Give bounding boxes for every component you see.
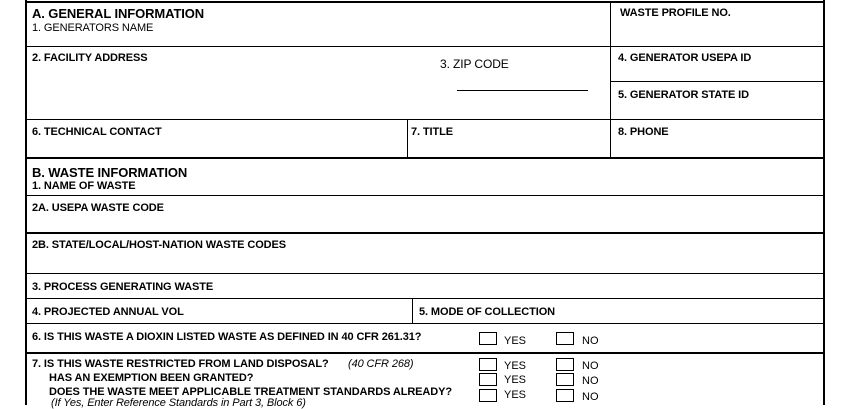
generator-state-id-label: 5. GENERATOR STATE ID: [618, 89, 749, 101]
title-label: 7. TITLE: [411, 126, 453, 138]
waste-profile-no-input[interactable]: [620, 24, 819, 44]
treatment-no-checkbox[interactable]: [556, 389, 574, 402]
row-divider: [27, 298, 825, 299]
restricted-no-label: NO: [582, 360, 599, 372]
generators-name-label: 1. GENERATORS NAME: [32, 22, 154, 34]
column-divider: [610, 1, 611, 157]
restricted-yes-checkbox[interactable]: [479, 358, 497, 371]
treatment-no-label: NO: [582, 391, 599, 403]
facility-address-input[interactable]: [35, 68, 419, 115]
treatment-question: DOES THE WASTE MEET APPLICABLE TREATMENT STANDARDS ALREADY?: [49, 386, 452, 398]
technical-contact-label: 6. TECHNICAL CONTACT: [32, 126, 162, 138]
facility-address-label: 2. FACILITY ADDRESS: [32, 52, 148, 64]
treatment-yes-label: YES: [504, 389, 527, 401]
column-divider: [412, 298, 413, 323]
restricted-reference: (40 CFR 268): [348, 358, 414, 370]
exemption-yes-label: YES: [504, 374, 527, 386]
title-input[interactable]: [413, 140, 607, 156]
row-divider: [27, 352, 825, 354]
state-waste-codes-input[interactable]: [35, 254, 819, 272]
generator-usepa-id-input[interactable]: [620, 65, 819, 81]
generators-name-input[interactable]: [35, 31, 599, 46]
treatment-yes-checkbox[interactable]: [479, 389, 497, 402]
zip-code-line: [457, 90, 588, 91]
dioxin-no-label: NO: [582, 335, 599, 347]
section-a-heading: A. GENERAL INFORMATION: [32, 6, 205, 21]
dioxin-yes-checkbox[interactable]: [479, 332, 497, 345]
restricted-question: 7. IS THIS WASTE RESTRICTED FROM LAND DISPOSAL?: [32, 358, 329, 370]
column-divider: [407, 119, 408, 157]
phone-input[interactable]: [620, 140, 819, 156]
zip-code-input[interactable]: [459, 74, 590, 90]
row-divider: [27, 232, 825, 234]
process-generating-label: 3. PROCESS GENERATING WASTE: [32, 281, 214, 293]
row-divider: [610, 81, 825, 82]
dioxin-yes-label: YES: [504, 335, 527, 347]
usepa-waste-code-label: 2A. USEPA WASTE CODE: [32, 202, 164, 214]
row-divider: [27, 195, 825, 196]
restricted-yes-label: YES: [504, 360, 527, 372]
restricted-no-checkbox[interactable]: [556, 358, 574, 371]
zip-code-label: 3. ZIP CODE: [440, 57, 509, 71]
dioxin-no-checkbox[interactable]: [556, 332, 574, 345]
waste-profile-form: [25, 0, 825, 409]
exemption-no-checkbox[interactable]: [556, 373, 574, 386]
technical-contact-input[interactable]: [35, 140, 404, 156]
exemption-no-label: NO: [582, 375, 599, 387]
waste-profile-no-label: WASTE PROFILE NO.: [620, 7, 731, 19]
projected-annual-vol-input[interactable]: [197, 303, 406, 321]
usepa-waste-code-input[interactable]: [35, 216, 819, 232]
mode-of-collection-label: 5. MODE OF COLLECTION: [419, 306, 556, 318]
row-divider: [27, 273, 825, 274]
projected-annual-vol-label: 4. PROJECTED ANNUAL VOL: [32, 306, 184, 318]
form-top-border: [27, 1, 825, 3]
name-of-waste-label: 1. NAME OF WASTE: [32, 180, 136, 192]
treatment-note: (If Yes, Enter Reference Standards in Part 3, Block 6): [51, 397, 306, 409]
section-divider: [27, 157, 825, 159]
exemption-yes-checkbox[interactable]: [479, 373, 497, 386]
mode-of-collection-input[interactable]: [567, 303, 821, 321]
generator-usepa-id-label: 4. GENERATOR USEPA ID: [618, 52, 752, 64]
process-generating-input[interactable]: [232, 278, 816, 296]
row-divider: [27, 323, 825, 324]
exemption-question: HAS AN EXEMPTION BEEN GRANTED?: [49, 372, 254, 384]
dioxin-question: 6. IS THIS WASTE A DIOXIN LISTED WASTE AS DEFINED IN 40 CFR 261.31?: [32, 331, 422, 343]
row-divider: [27, 46, 825, 47]
section-b-heading: B. WASTE INFORMATION: [32, 165, 188, 180]
generator-state-id-input[interactable]: [620, 102, 819, 118]
phone-label: 8. PHONE: [618, 126, 669, 138]
row-divider: [27, 119, 825, 120]
state-waste-codes-label: 2B. STATE/LOCAL/HOST-NATION WASTE CODES: [32, 239, 286, 251]
